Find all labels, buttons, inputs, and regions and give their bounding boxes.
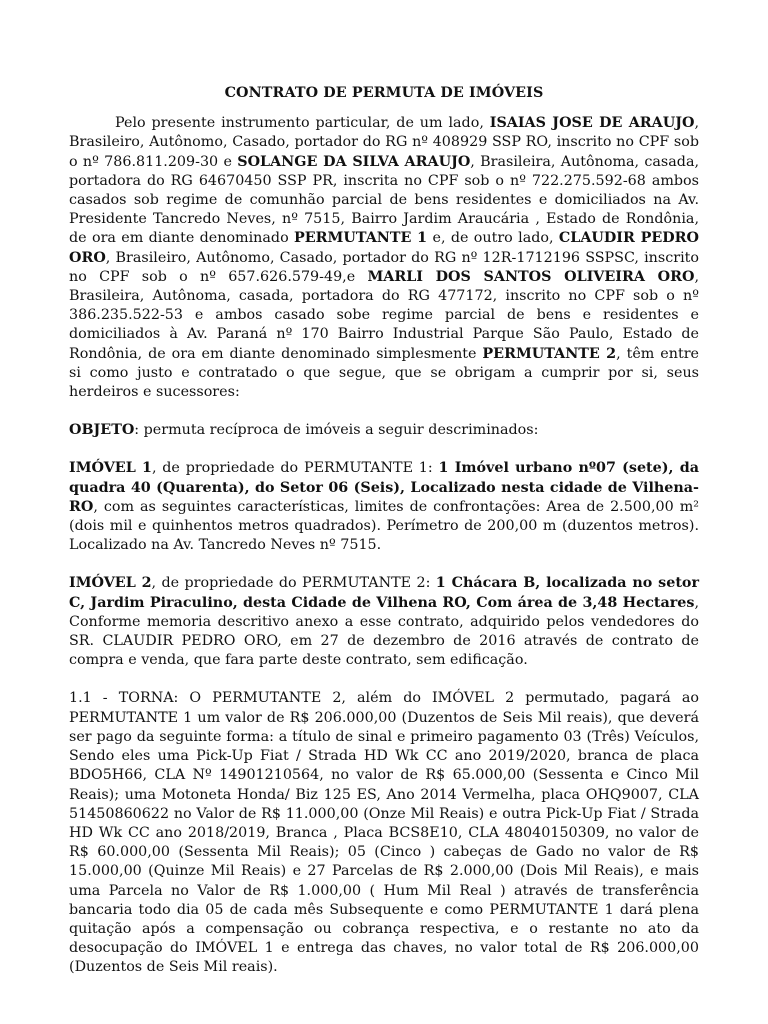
intro-text-5: , Brasileiro, Autônomo, Casado, portador do RG nº 12R-1712196 SSPSC, inscrito no CPF sob o nº 657.626.579-49,e bbox=[69, 249, 699, 285]
imovel-2-description: 1 Chácara B, localizada no setor C, Jardim Piraculino, desta Cidade de Vilhena RO, Com área de 3,48 Hectares bbox=[69, 575, 699, 611]
imovel-2-text-2: , Conforme memoria descritivo anexo a esse contrato, adquirido pelos vendedores do SR. CLAUDIR PEDRO ORO, em 27 de dezembro de 2016 através de contrato de compra e venda, que fara parte deste contrato, sem edificação. bbox=[69, 594, 699, 669]
intro-text-4: e, de outro lado, bbox=[427, 230, 559, 247]
imovel-2-paragraph bbox=[69, 574, 699, 670]
document-title: CONTRATO DE PERMUTA DE IMÓVEIS bbox=[224, 85, 544, 101]
party-name-isaias: ISAIAS JOSE DE ARAUJO bbox=[489, 115, 695, 132]
intro-text-6: , Brasileira, Autônoma, casada, portadora do RG 477172, inscrito no CPF sob o nº 386.235.522-53 e ambos casado sobe regime parcial de bens e residentes e domiciliados à Av. Paraná nº 170 Bairro Industrial Parque São Paulo, Estado de Rondônia, de ora em diante denominado simplesmente bbox=[69, 268, 699, 362]
party-name-solange: SOLANGE DA SILVA ARAUJO bbox=[237, 153, 471, 170]
imovel-1-paragraph bbox=[69, 459, 699, 555]
intro-paragraph bbox=[69, 114, 699, 402]
contract-document bbox=[69, 84, 699, 978]
permutante-2-label: PERMUTANTE 2 bbox=[482, 345, 617, 362]
intro-text-2: , Brasileiro, Autônomo, Casado, portador do RG nº 408929 SSP RO, inscrito no CPF sob o nº 786.811.209-30 e bbox=[69, 115, 699, 170]
objeto-paragraph bbox=[69, 421, 699, 440]
party-name-marli: MARLI DOS SANTOS OLIVEIRA ORO bbox=[367, 268, 695, 285]
party-name-claudir: CLAUDIR PEDRO ORO bbox=[69, 230, 700, 266]
imovel-2-label: IMÓVEL 2 bbox=[69, 575, 152, 592]
imovel-1-text-2: , com as seguintes características, limites de confrontações: Area de 2.500,00 m² (dois mil e quinhentos metros quadrados). Perímetro de 200,00 m (duzentos metros). Localizado na Av. Tancredo Neves nº 7515. bbox=[69, 498, 699, 554]
intro-text-7: , têm entre si como justo e contratado o que segue, que se obrigam a cumprir por si, seus herdeiros e sucessores: bbox=[69, 345, 699, 401]
imovel-1-text-1: , de propriedade do PERMUTANTE 1: bbox=[151, 460, 439, 477]
objeto-text: : permuta recíproca de imóveis a seguir descriminados: bbox=[134, 422, 539, 439]
imovel-2-text-1: , de propriedade do PERMUTANTE 2: bbox=[151, 575, 436, 592]
torna-paragraph: 1.1 - TORNA: O PERMUTANTE 2, além do IMÓVEL 2 permutado, pagará ao PERMUTANTE 1 um valor de R$ 206.000,00 (Duzentos de Seis Mil reais), que deverá ser pago da seguinte forma: a título de sinal e primeiro pagamento 03 (Três) Veículos, Sendo eles uma Pick-Up Fiat / Strada HD Wk CC ano 2019/2020, branca de placa BDO5H66, CLA Nº 14901210564, no valor de R$ 65.000,00 (Sessenta e Cinco Mil Reais); uma Motoneta Honda/ Biz 125 ES, Ano 2014 Vermelha, placa OHQ9007, CLA 51450860622 no Valor de R$ 11.000,00 (Onze Mil Reais) e outra Pick-Up Fiat / Strada HD Wk CC ano 2018/2019, Branca , Placa BCS8E10, CLA 48040150309, no valor de R$ 60.000,00 (Sessenta Mil Reais); 05 (Cinco ) cabeças de Gado no valor de R$ 15.000,00 (Quinze Mil Reais) e 27 Parcelas de R$ 2.000,00 (Dois Mil Reais), e mais uma Parcela no Valor de R$ 1.000,00 ( Hum Mil Real ) através de transferência bancaria todo dia 05 de cada mês Subsequente e como PERMUTANTE 1 dará plena quitação após a compensação ou cobrança respectiva, e o restante no ato da desocupação do IMÓVEL 1 e entrega das chaves, no valor total de R$ 206.000,00 (Duzentos de Seis Mil reais). bbox=[69, 690, 699, 976]
intro-text-1: Pelo presente instrumento particular, de um lado, bbox=[115, 115, 490, 132]
objeto-label: OBJETO bbox=[69, 422, 135, 439]
imovel-1-description: 1 Imóvel urbano nº07 (sete), da quadra 40 (Quarenta), do Setor 06 (Seis), Localizado nesta cidade de Vilhena- RO bbox=[69, 460, 699, 515]
imovel-1-label: IMÓVEL 1 bbox=[69, 460, 152, 477]
intro-text-3: , Brasileira, Autônoma, casada, portadora do RG 64670450 SSP PR, inscrita no CPF sob o nº 722.275.592-68 ambos casados sob regime de comunhão parcial de bens residentes e domiciliados na Av. Presidente Tancredo Neves, nº 7515, Bairro Jardim Araucária , Estado de Rondônia, de ora em diante denominado bbox=[69, 153, 700, 247]
permutante-1-label: PERMUTANTE 1 bbox=[294, 230, 428, 247]
